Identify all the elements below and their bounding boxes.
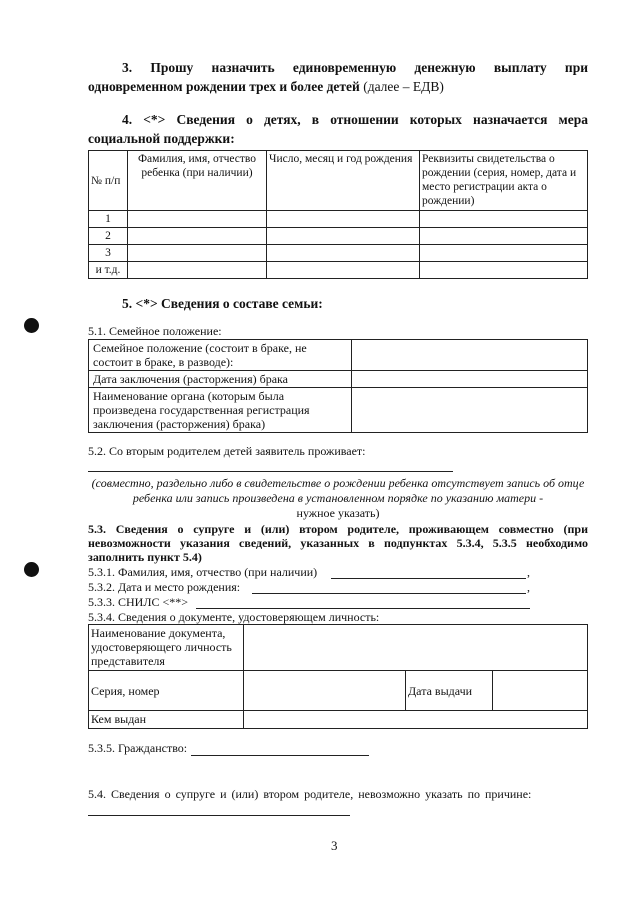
s51-label: 5.1. Семейное положение: — [88, 324, 222, 338]
header-birth-date: Число, месяц и год рождения — [267, 151, 420, 211]
header-certificate: Реквизиты свидетельства о рождении (серия, номер, дата и место регистрации акта о рождении) — [420, 151, 588, 211]
section-3-text — [88, 58, 588, 96]
cell-fio[interactable] — [128, 228, 267, 245]
cell-birth[interactable] — [267, 211, 420, 228]
cell-cert[interactable] — [420, 245, 588, 262]
cell-birth[interactable] — [267, 262, 420, 279]
row-number: и т.д. — [89, 262, 128, 279]
punch-hole-icon — [24, 318, 39, 333]
doc-issued-label: Кем выдан — [89, 711, 244, 729]
section-3-bold: 3. Прошу назначить единовременную денежную выплату при одновременном рождении трех и более детей — [88, 60, 588, 94]
marriage-date-value[interactable] — [352, 371, 588, 388]
section-4-title: 4. <*> Сведения о детях, в отношении которых назначается мера социальной поддержки: — [88, 112, 588, 146]
comma: , — [527, 565, 530, 579]
s534-label: 5.3.4. Сведения о документе, удостоверяющем личность: — [88, 610, 380, 624]
cell-fio[interactable] — [128, 262, 267, 279]
cell-fio[interactable] — [128, 245, 267, 262]
table-row — [89, 228, 588, 245]
birth-input-line[interactable] — [252, 593, 526, 594]
family-status-value[interactable] — [352, 340, 588, 371]
cell-cert[interactable] — [420, 228, 588, 245]
registry-office-value[interactable] — [352, 388, 588, 433]
citizenship-input-line[interactable] — [191, 755, 369, 756]
doc-name-label: Наименование документа, удостоверяющего личность представителя — [89, 625, 244, 671]
s532-label: 5.3.2. Дата и место рождения: — [88, 580, 241, 594]
table-row — [89, 245, 588, 262]
cell-fio[interactable] — [128, 211, 267, 228]
note-normal: нужное указать) — [296, 506, 380, 520]
s535-label: 5.3.5. Гражданство: — [88, 741, 188, 755]
section-3-tail: (далее – ЕДВ) — [359, 79, 444, 94]
doc-series-value[interactable] — [244, 671, 406, 711]
doc-issued-value[interactable] — [244, 711, 588, 729]
s52-note — [88, 476, 588, 521]
s53-title: 5.3. Сведения о супруге и (или) втором родителе, проживающем совместно (при невозможности указания сведений, указанных в подпунктах 5.3.4, 5.3.5 необходимо заполнить пункт 5.4) — [88, 522, 588, 564]
s54-input-line[interactable] — [88, 815, 350, 816]
table-row — [89, 262, 588, 279]
cell-cert[interactable] — [420, 211, 588, 228]
children-table — [88, 150, 588, 279]
punch-hole-icon — [24, 562, 39, 577]
s54-label: 5.4. Сведения о супруге и (или) втором родителе, невозможно указать по причине: — [88, 787, 532, 801]
s52-input-line[interactable] — [88, 471, 453, 472]
cell-birth[interactable] — [267, 228, 420, 245]
table-row — [89, 211, 588, 228]
header-fio: Фамилия, имя, отчество ребенка (при наличии) — [128, 151, 267, 211]
doc-series-label: Серия, номер — [89, 671, 244, 711]
snils-input-line[interactable] — [196, 608, 530, 609]
family-status-label: Семейное положение (состоит в браке, не состоит в браке, в разводе): — [89, 340, 352, 371]
doc-date-label: Дата выдачи — [406, 671, 493, 711]
row-number: 1 — [89, 211, 128, 228]
s52-label: 5.2. Со вторым родителем детей заявитель проживает: — [88, 444, 366, 458]
registry-office-label: Наименование органа (которым была произведена государственная регистрация заключения (расторжения) брака) — [89, 388, 352, 433]
doc-date-value[interactable] — [493, 671, 588, 711]
cell-birth[interactable] — [267, 245, 420, 262]
marriage-date-label: Дата заключения (расторжения) брака — [89, 371, 352, 388]
s533-label: 5.3.3. СНИЛС <**> — [88, 595, 189, 609]
section-5-title: 5. <*> Сведения о составе семьи: — [122, 296, 323, 311]
header-number: № п/п — [89, 151, 128, 211]
document-table — [88, 624, 588, 729]
cell-cert[interactable] — [420, 262, 588, 279]
page-number: 3 — [331, 838, 338, 853]
row-number: 2 — [89, 228, 128, 245]
family-table — [88, 339, 588, 433]
s531-label: 5.3.1. Фамилия, имя, отчество (при наличии) — [88, 565, 318, 579]
comma: , — [527, 580, 530, 594]
row-number: 3 — [89, 245, 128, 262]
fio-input-line[interactable] — [331, 578, 526, 579]
doc-name-value[interactable] — [244, 625, 588, 671]
note-italic: (совместно, раздельно либо в свидетельстве о рождении ребенка отсутствует запись об отце ребенка или запись произведена в установленном порядке по указанию матери - — [91, 476, 585, 505]
